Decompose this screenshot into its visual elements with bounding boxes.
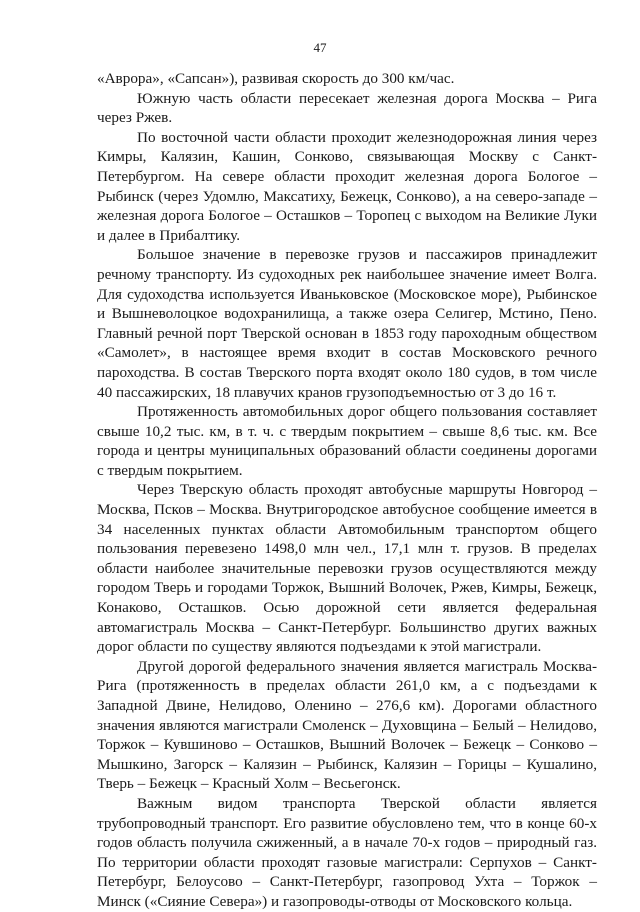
paragraph-1: «Аврора», «Сапсан»), развивая скорость до 300 км/час. xyxy=(97,70,455,87)
paragraph-3: По восточной части области проходит железнодорожная линия через Кимры, Калязин, Кашин, Сонково, связывающая Москву с Санкт-Петербургом. На севере области проходит железная дорога Бологое – Рыбинск (через Удомлю, Максатиху, Бежецк, Сонково), а на северо-западе – железная дорога Бологое – Осташков – Торопец с выходом на Великие Луки и далее в Прибалтику. xyxy=(97,128,597,244)
page-number: 47 xyxy=(313,40,327,55)
paragraph-8: Важным видом транспорта Тверской области является трубопроводный транспорт. Его развитие обусловлено тем, что в конце 60-х годов область получила сжиженный, а в начале 70-х годов – природный газ. По территории области проходят газовые магистрали: Серпухов – Санкт-Петербург, Белоусово – Санкт-Петербург, газопровод Ухта – Торжок – Минск («Сияние Севера») и газопроводы-отводы от Московского кольца. xyxy=(97,794,597,910)
paragraph-6: Через Тверскую область проходят автобусные маршруты Новгород – Москва, Псков – Москва. Внутригородское автобусное сообщение имеется в 34 населенных пунктах области Автомобильным транспортом общего пользования перевезено 1498,0 млн чел., 17,1 млн т. грузов. В пределах области наиболее значительные перевозки грузов осуществляются между городом Тверь и городами Торжок, Вышний Волочек, Ржев, Кимры, Бежецк, Конаково, Осташков. Осью дорожной сети является федеральная автомагистраль Москва – Санкт-Петербург. Большинство других важных дорог области по существу являются подъездами к этой магистрали. xyxy=(97,481,597,656)
paragraph-7: Другой дорогой федерального значения является магистраль Москва-Рига (протяженность в пределах области 261,0 км, а с подъездами к Западной Двине, Нелидово, Оленино – 276,6 км). Дорогами областного значения являются магистрали Смоленск – Духовщина – Белый – Нелидово, Торжок – Кувшиново – Осташков, Вышний Волочек – Бежецк – Сонково – Мышкино, Загорск – Калязин – Рыбинск, Калязин – Горицы – Кушалино, Тверь – Бежецк – Красный Холм – Весьегонск. xyxy=(97,657,597,793)
paragraph-4: Большое значение в перевозке грузов и пассажиров принадлежит речному транспорту. Из судоходных рек наибольшее значение имеет Волга. Для судоходства используется Иваньковское (Московское море), Рыбинское и Вышневолоцкое водохранилища, а также озера Селигер, Мстино, Пено. Главный речной порт Тверской основан в 1853 году пароходным обществом «Самолет», в настоящее время входит в состав Московского речного пароходства. В состав Тверского порта входят около 180 судов, в том числе 40 пассажирских, 18 плавучих кранов грузоподъемностью от 3 до 16 т. xyxy=(97,246,597,401)
paragraph-5: Протяженность автомобильных дорог общего пользования составляет свыше 10,2 тыс. км, в т. ч. с твердым покрытием – свыше 8,6 тыс. км. Все города и центры муниципальных образований области соединены дорогами с твердым покрытием. xyxy=(97,403,597,479)
paragraph-2: Южную часть области пересекает железная дорога Москва – Рига через Ржев. xyxy=(97,89,597,127)
document-body xyxy=(97,69,597,912)
